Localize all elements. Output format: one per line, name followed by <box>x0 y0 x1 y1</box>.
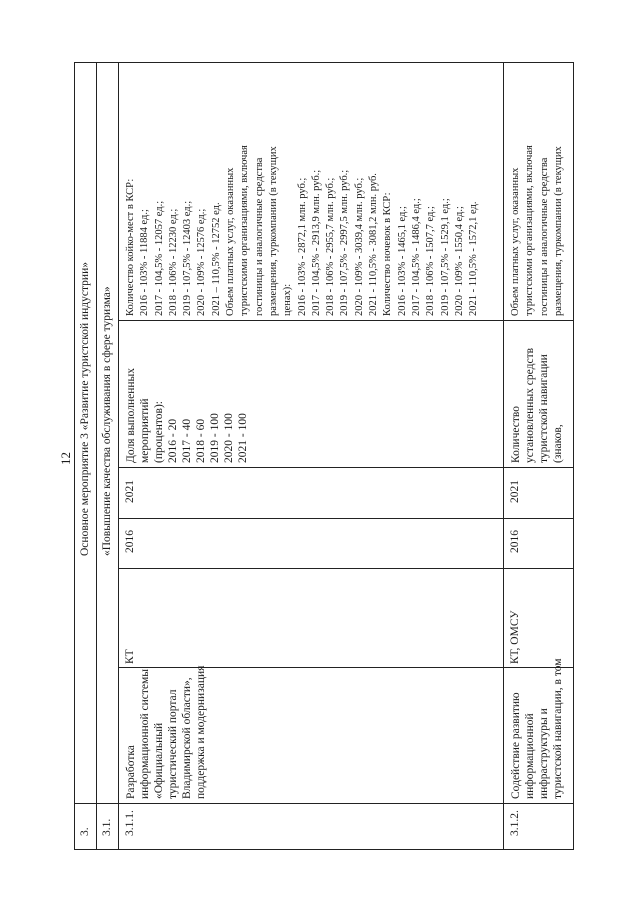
row-3-1-2-year-end: 2021 <box>509 480 521 503</box>
cell-line: гостиницы и аналогичные средства <box>538 157 550 316</box>
cell-line: туристический портал <box>167 689 179 799</box>
col-sep-start <box>118 518 574 519</box>
cell-line: гостиницы и аналогичные средства <box>253 157 265 316</box>
cell-line: инфраструктуры и <box>538 708 550 799</box>
cell-line: 2016 - 103% - 2872,1 млн. руб.; <box>296 177 308 316</box>
cell-line: 2019 - 100 <box>209 413 221 463</box>
cell-line: Содействие развитию <box>510 692 522 799</box>
table-border-right <box>573 62 574 850</box>
cell-line: информационной <box>524 713 536 799</box>
cell-line: размещения, туркомпании (в текущих <box>267 146 279 316</box>
cell-line: Количество <box>510 406 522 463</box>
cell-line: информационной системы <box>139 668 151 799</box>
cell-line: 2020 - 109% - 3039,4 млн. руб.; <box>353 177 365 316</box>
cell-line: туристской навигации, в том <box>552 658 564 799</box>
cell-line: 2021 - 110,5% - 1572,1 ед. <box>468 201 480 316</box>
row-sep-1 <box>96 62 97 850</box>
row-3-1-2-year-start: 2016 <box>509 530 521 553</box>
row-3-1-1-year-start: 2016 <box>124 530 136 553</box>
cell-line: 2020 - 109% - 12576 ед.; <box>196 208 208 316</box>
row-3-1-1-result <box>124 145 481 316</box>
cell-line: Количество ночевок в КСР: <box>382 192 394 316</box>
cell-line: Разработка <box>125 745 137 799</box>
cell-line: туристской навигации <box>538 354 550 463</box>
cell-line: Объем платных услуг, оказанных <box>225 167 237 316</box>
cell-line: 2017 - 104,5% - 1486,4 ед.; <box>410 198 422 316</box>
cell-line: 2018 - 60 <box>195 418 207 463</box>
cell-line: 2020 - 109% - 1550,4 ед.; <box>453 206 465 316</box>
row-3-title: Основное мероприятие 3 «Развитие туристской индустрии» <box>79 262 91 556</box>
table-border-left <box>74 62 75 850</box>
cell-line: 2020 - 100 <box>223 413 235 463</box>
row-3-1-1-year-end: 2021 <box>124 480 136 503</box>
cell-line: туристскими организациями, включая <box>524 145 536 316</box>
cell-line: (знаков, <box>552 424 564 463</box>
cell-line: 2019 - 107,5% - 1529,1 ед.; <box>439 198 451 316</box>
row-3-1-1-name <box>124 666 208 799</box>
cell-line: 2016 - 103% - 11884 ед.; <box>139 209 151 316</box>
row-3-number: 3. <box>79 827 91 836</box>
row-3-1-2-name <box>509 658 565 799</box>
cell-line: 2017 - 104,5% - 12057 ед.; <box>153 200 165 316</box>
cell-line: 2019 - 107,5% - 12403 ед.; <box>182 200 194 316</box>
cell-line: Владимирской области», <box>181 677 193 799</box>
row-3-1-2-number: 3.1.2. <box>509 810 521 836</box>
cell-line: (процентов): <box>153 401 165 463</box>
cell-line: ценах): <box>282 283 294 316</box>
cell-line: мероприятий <box>139 398 151 463</box>
cell-line: 2016 - 103% - 1465,1 ед.; <box>396 206 408 316</box>
row-sep-2 <box>118 62 119 850</box>
col-sep-end <box>118 467 574 468</box>
cell-line: Количество койко-мест в КСР: <box>125 178 136 316</box>
cell-line: 2021 - 110,5% - 3081,2 млн. руб. <box>368 173 380 316</box>
row-3-1-2-result <box>509 145 566 316</box>
table-border-bottom <box>74 849 574 850</box>
row-sep-3 <box>503 62 504 850</box>
col-sep-indicator <box>118 320 574 321</box>
cell-line: «Официальный <box>153 722 165 799</box>
col-sep-num <box>74 803 574 804</box>
table-border-top <box>74 62 574 63</box>
cell-line: 2019 - 107,5% - 2997,5 млн. руб.; <box>339 169 351 316</box>
cell-line: 2021 - 100 <box>237 413 249 463</box>
cell-line: размещения, туркомпании (в текущих <box>552 146 564 316</box>
row-3-1-title: «Повышение качества обслуживания в сфере туризма» <box>101 286 113 556</box>
cell-line: 2017 - 40 <box>181 418 193 463</box>
cell-line: туристскими организациями, включая <box>239 145 251 316</box>
row-3-1-2-executor: КТ, ОМСУ <box>509 610 521 664</box>
cell-line: 2018 - 106% - 2955,7 млн. руб.; <box>325 177 337 316</box>
row-3-1-number: 3.1. <box>101 818 113 836</box>
cell-line: 2021 – 110,5% - 12752 ед. <box>210 202 222 316</box>
row-3-1-2-indicator <box>509 348 565 463</box>
row-3-1-1-number: 3.1.1. <box>124 810 136 836</box>
col-sep-executor <box>118 568 574 569</box>
cell-line: 2016 - 20 <box>167 418 179 463</box>
cell-line: поддержка и модернизация <box>195 665 207 799</box>
cell-line: установленных средств <box>524 347 536 463</box>
row-3-1-1-indicator <box>124 368 250 463</box>
cell-line: Доля выполненных <box>125 367 137 463</box>
cell-line: 2018 - 106% - 1507,7 ед.; <box>425 206 437 316</box>
page-number: 12 <box>58 452 73 465</box>
cell-line: 2017 - 104,5% - 2913,9 млн. руб.; <box>310 169 322 316</box>
row-3-1-1-executor: КТ <box>124 649 136 664</box>
cell-line: Объем платных услуг, оказанных <box>510 167 521 316</box>
cell-line: 2018 - 106% - 12230 ед.; <box>167 208 179 316</box>
